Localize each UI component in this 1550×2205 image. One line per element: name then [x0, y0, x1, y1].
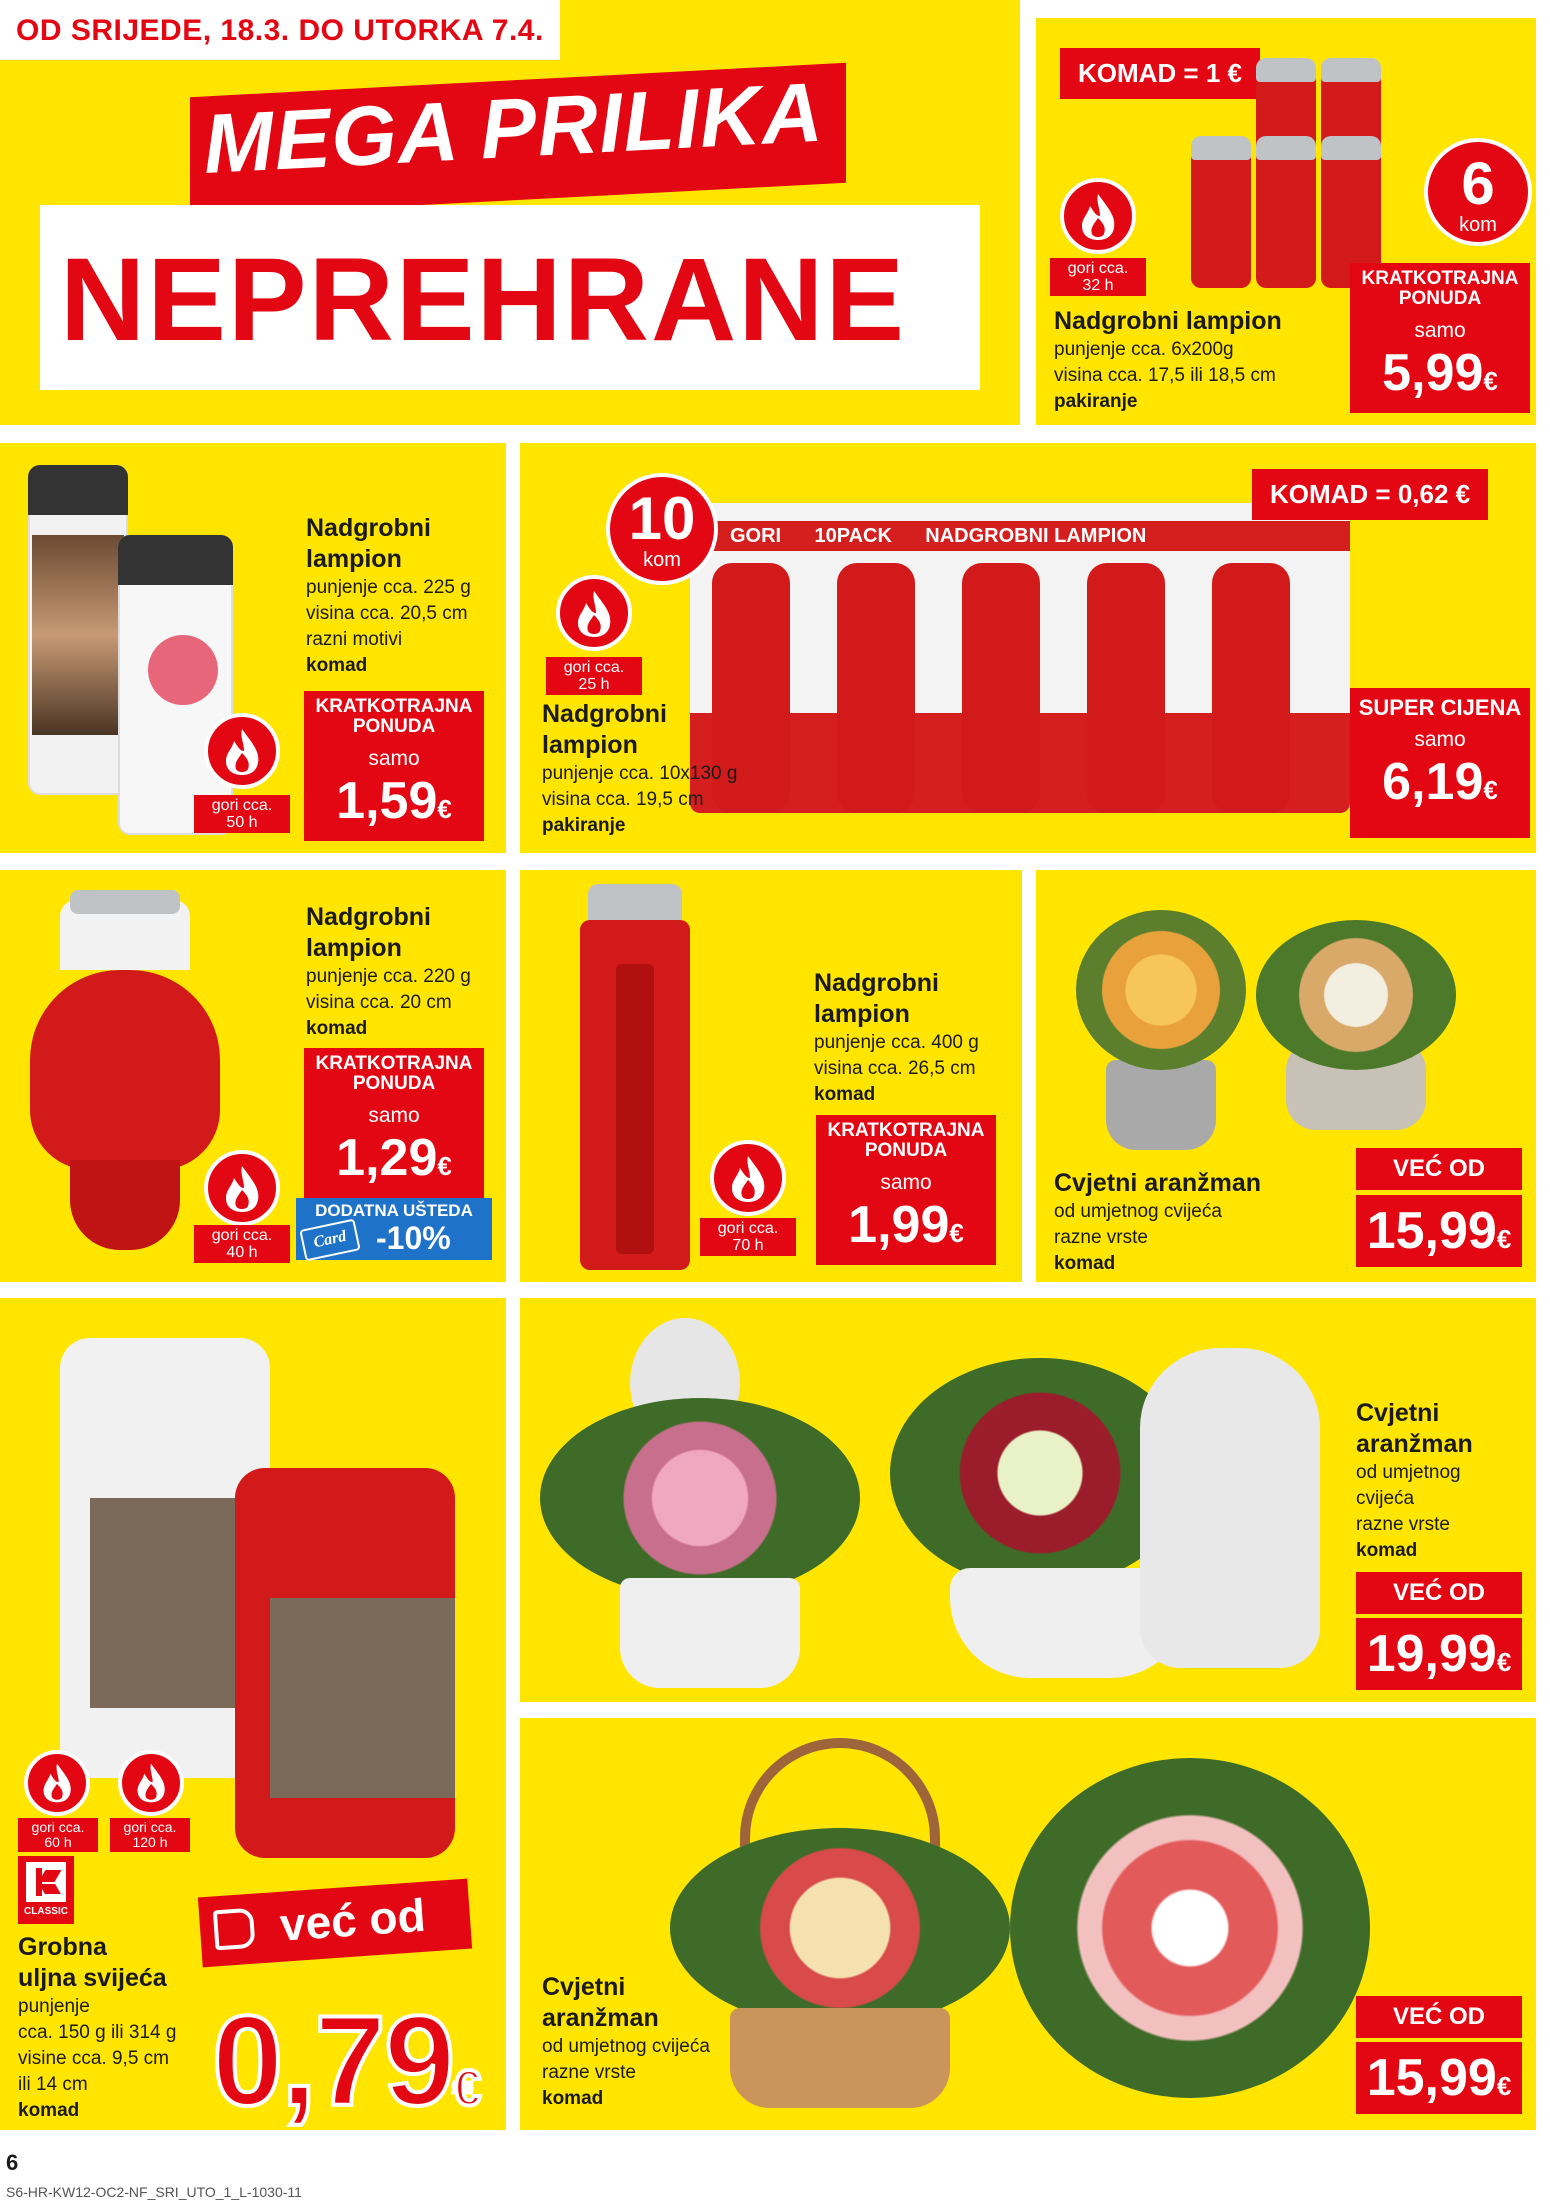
flame-icon: [204, 713, 280, 789]
offer-lampion-10: [520, 443, 1536, 853]
headline-neprehrane: NEPREHRANE: [60, 234, 907, 366]
headline-mega: MEGA PRILIKA: [200, 64, 826, 192]
price-value: 1,99€: [848, 1196, 964, 1254]
price-block: KRATKOTRAJNA PONUDA samo 1,99€: [816, 1115, 996, 1265]
product-info: Nadgrobni lampion punjenje cca. 400 g visina cca. 26,5 cm komad: [814, 968, 1022, 1108]
offer-flowers-basket: [520, 1718, 1536, 2130]
product-info: Nadgrobni lampion punjenje cca. 10x130 g visina cca. 19,5 cm pakiranje: [542, 699, 822, 839]
product-name: Nadgrobni lampion: [1054, 307, 1282, 335]
count-badge: 6 kom: [1424, 138, 1532, 246]
price-block: [1356, 2042, 1522, 2114]
promo-label: već od: [198, 1879, 472, 1968]
product-image-flowers-1: [1046, 890, 1526, 1160]
burn-time-badge: gori cca. 70 h: [700, 1218, 796, 1256]
date-range: OD SRIJEDE, 18.3. DO UTORKA 7.4.: [0, 0, 560, 60]
product-image-lampion-225: [18, 455, 238, 845]
product-name: Nadgrobni: [814, 969, 939, 997]
offer-flowers-1: [1036, 870, 1536, 1282]
price-label: VEĆ OD: [1356, 1996, 1522, 2038]
count-badge: 10 kom: [606, 473, 718, 585]
offer-lampion-400: [520, 870, 1022, 1282]
product-info: Nadgrobni lampion punjenje cca. 6x200g visina cca. 17,5 ili 18,5 cm pakiranje: [1054, 306, 1354, 415]
product-name: Cvjetni: [1356, 1399, 1440, 1427]
price-value: 1,59€: [336, 772, 452, 830]
burn-time-badge: gori cca. 40 h: [194, 1225, 290, 1263]
burn-time-badge: gori cca. 120 h: [110, 1818, 190, 1852]
price-label: VEĆ OD: [1356, 1572, 1522, 1614]
flame-icon: [710, 1140, 786, 1216]
price-value: 5,99€: [1382, 344, 1498, 402]
price-value: 6,19€: [1382, 753, 1498, 811]
page-number: 6: [6, 2150, 19, 2175]
print-code: S6-HR-KW12-OC2-NF_SRI_UTO_1_L-1030-11: [6, 2184, 302, 2200]
megaphone-icon: [213, 1908, 256, 1951]
product-image-lampion-400: [580, 884, 690, 1274]
product-info: Cvjetni aranžman od umjetnog cvijeća razne vrste komad: [1356, 1398, 1536, 1564]
product-name: Nadgrobni: [306, 903, 431, 931]
price-value: 15,99€: [1366, 1202, 1512, 1260]
burn-time-badge: gori cca. 25 h: [546, 657, 642, 695]
price-block: KRATKOTRAJNA PONUDA samo 1,59€: [304, 691, 484, 841]
price-value: 15,99€: [1366, 2049, 1512, 2107]
product-info: Cvjetni aranžman od umjetnog cvijeća razne vrste komad: [1054, 1168, 1354, 1277]
offer-flowers-angel: [520, 1298, 1536, 1702]
price-block: KRATKOTRAJNA PONUDA samo 5,99€: [1350, 263, 1530, 413]
product-info: Cvjetni aranžman od umjetnog cvijeća razne vrste komad: [542, 1972, 782, 2112]
price-value: 0,79€: [212, 1990, 479, 2130]
product-image-lampion-10: GORI 10PACK NADGROBNI LAMPION: [690, 463, 1350, 833]
price-block: [1356, 1618, 1522, 1690]
offer-lampion-225: [0, 443, 506, 853]
card-logo: Card: [299, 1219, 360, 1262]
brand-badge-label: CLASSIC: [24, 1906, 68, 1917]
price-value: 1,29€: [336, 1129, 452, 1187]
burn-time-badge: gori cca. 32 h: [1050, 258, 1146, 296]
offer-lampion-6: [1036, 18, 1536, 425]
burn-time-badge: gori cca. 60 h: [18, 1818, 98, 1852]
product-image-oil-candle: [50, 1318, 470, 1838]
card-discount-badge: DODATNA UŠTEDA Card -10%: [296, 1198, 492, 1260]
flame-icon: [24, 1750, 90, 1816]
brand-logo: [18, 1856, 74, 1924]
price-value: 19,99€: [1366, 1625, 1512, 1683]
product-info: Nadgrobni lampion punjenje cca. 225 g visina cca. 20,5 cm razni motivi komad: [306, 513, 506, 679]
price-label: VEĆ OD: [1356, 1148, 1522, 1190]
price-block: KRATKOTRAJNA PONUDA samo 1,29€: [304, 1048, 484, 1198]
price-block: SUPER CIJENA samo 6,19€: [1350, 688, 1530, 838]
product-name: Nadgrobni: [542, 700, 667, 728]
offer-oil-candle: [0, 1298, 506, 2130]
card-discount: -10%: [376, 1220, 451, 1256]
price-block: [1356, 1195, 1522, 1267]
flame-icon: [1060, 178, 1136, 254]
offer-lampion-220: [0, 870, 506, 1282]
flame-icon: [204, 1150, 280, 1226]
product-name: Grobna: [18, 1933, 107, 1961]
product-info: Nadgrobni lampion punjenje cca. 220 g visina cca. 20 cm komad: [306, 902, 506, 1042]
product-image-flowers-angel: [540, 1308, 1340, 1688]
burn-time-badge: gori cca. 50 h: [194, 795, 290, 833]
product-name: Cvjetni: [542, 1973, 626, 2001]
flame-icon: [118, 1750, 184, 1816]
product-name: Nadgrobni: [306, 514, 431, 542]
unit-price-badge: KOMAD = 1 €: [1060, 48, 1260, 99]
flame-icon: [556, 575, 632, 651]
unit-price-badge: KOMAD = 0,62 €: [1252, 469, 1488, 520]
product-name: Cvjetni aranžman: [1054, 1169, 1262, 1197]
product-info: Grobna uljna svijeća punjenje cca. 150 g ili 314 g visine cca. 9,5 cm ili 14 cm komad: [18, 1932, 218, 2124]
header-panel: [0, 0, 1020, 425]
product-image-lampion-220: [20, 890, 230, 1270]
